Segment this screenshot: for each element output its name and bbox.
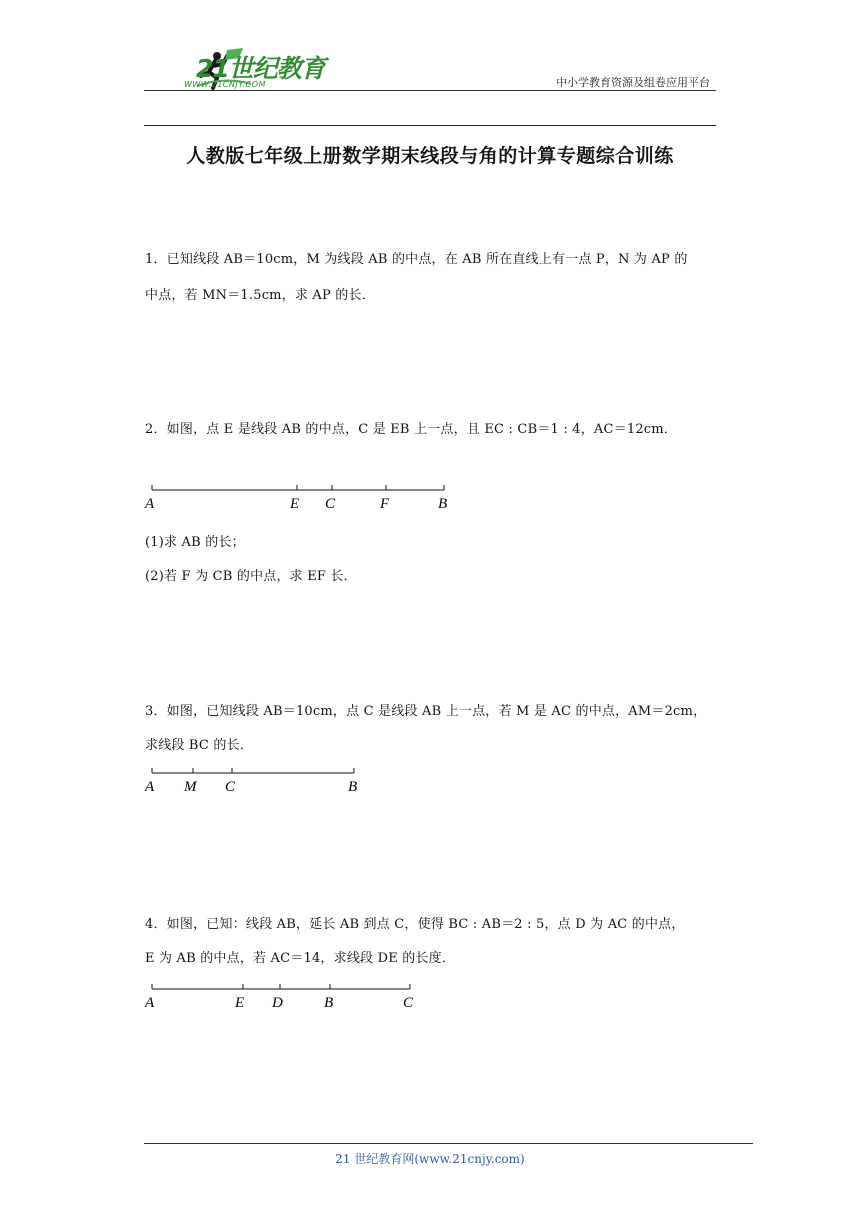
label-D: D bbox=[272, 995, 283, 1011]
question-2-line-1: 2．如图，点 E 是线段 AB 的中点，C 是 EB 上一点，且 EC : CB＝1 : 4，AC＝12cm． bbox=[145, 422, 678, 437]
logo-url: WWW.21CNJY.COM bbox=[184, 80, 266, 89]
question-4-line-2: E 为 AB 的中点，若 AC＝14，求线段 DE 的长度． bbox=[145, 951, 456, 966]
question-2-sub-2: (2)若 F 为 CB 的中点，求 EF 长． bbox=[145, 569, 357, 584]
page-title: 人教版七年级上册数学期末线段与角的计算专题综合训练 bbox=[186, 145, 674, 167]
question-4-line-1: 4．如图，已知：线段 AB，延长 AB 到点 C，使得 BC : AB＝2 : 5，点 D 为 AC 的中点， bbox=[145, 917, 685, 932]
question-4-figure bbox=[140, 979, 430, 1013]
label-E: E bbox=[290, 496, 300, 512]
label-F: F bbox=[380, 496, 390, 512]
header-divider bbox=[144, 90, 716, 91]
question-2-figure bbox=[140, 480, 460, 514]
label-B: B bbox=[324, 995, 334, 1011]
question-1-line-2: 中点，若 MN＝1.5cm，求 AP 的长． bbox=[145, 288, 375, 303]
label-M: M bbox=[184, 779, 197, 795]
label-B: B bbox=[348, 779, 358, 795]
label-C: C bbox=[325, 496, 336, 512]
title-divider bbox=[144, 125, 716, 126]
question-3-line-2: 求线段 BC 的长． bbox=[145, 738, 254, 753]
platform-label: 中小学教育资源及组卷应用平台 bbox=[556, 76, 710, 89]
footer-link[interactable]: 21 世纪教育网(www.21cnjy.com) bbox=[335, 1152, 525, 1166]
label-C: C bbox=[225, 779, 236, 795]
label-B: B bbox=[438, 496, 448, 512]
question-1-line-1: 1．已知线段 AB＝10cm，M 为线段 AB 的中点，在 AB 所在直线上有一点 P，N 为 AP 的 bbox=[145, 252, 688, 267]
label-A: A bbox=[145, 779, 155, 795]
label-C: C bbox=[403, 995, 414, 1011]
question-3-line-1: 3．如图，已知线段 AB＝10cm，点 C 是线段 AB 上一点，若 M 是 AC 的中点，AM＝2cm， bbox=[145, 704, 707, 719]
question-2-sub-1: (1)求 AB 的长； bbox=[145, 535, 245, 550]
label-A: A bbox=[145, 496, 155, 512]
label-A: A bbox=[145, 995, 155, 1011]
label-E: E bbox=[235, 995, 245, 1011]
logo-text: 21世纪教育 bbox=[196, 54, 325, 83]
footer-divider bbox=[144, 1143, 753, 1144]
question-3-figure bbox=[140, 763, 370, 797]
